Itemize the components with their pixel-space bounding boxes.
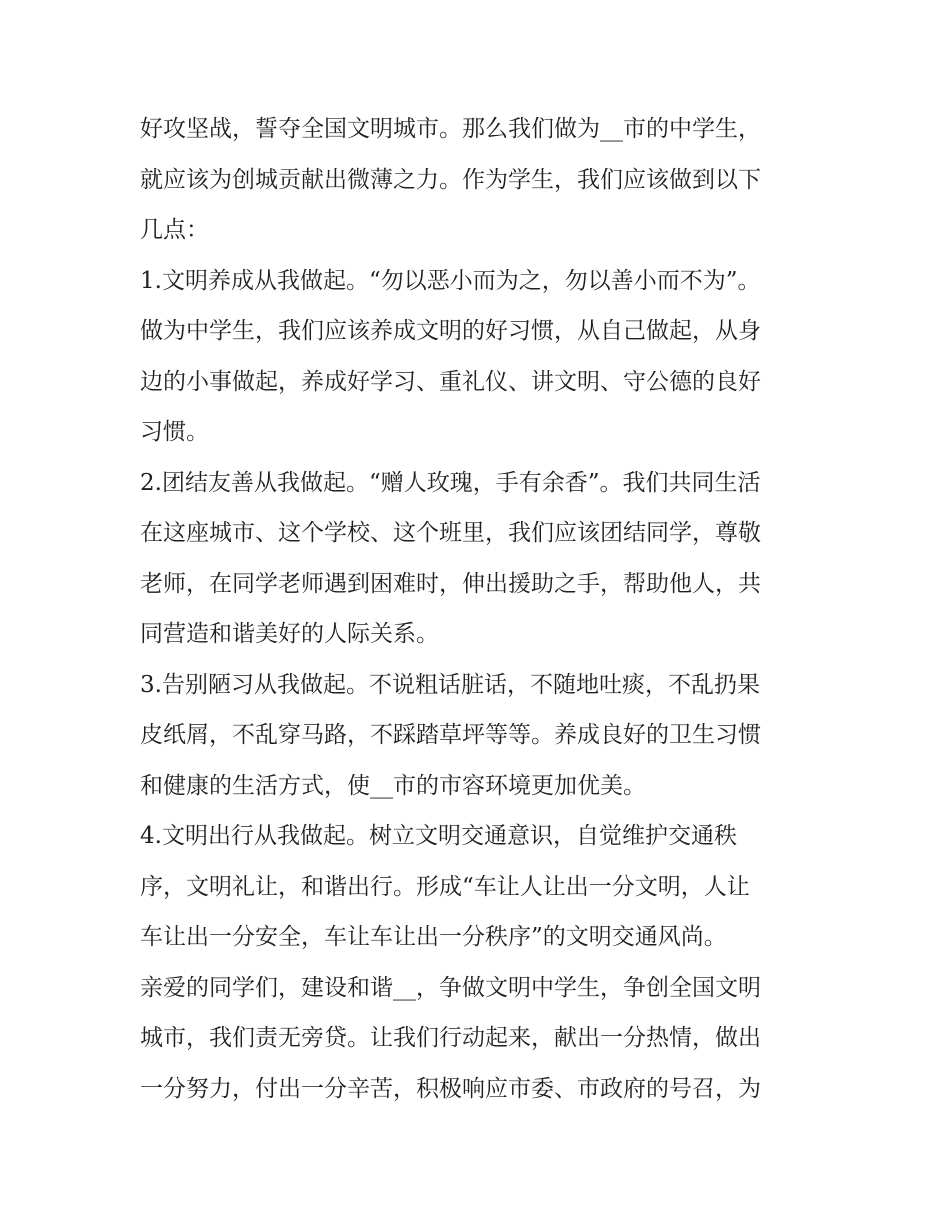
text-line: 皮纸屑，不乱穿马路，不踩踏草坪等等。养成良好的卫生习惯 bbox=[140, 722, 761, 748]
text-line: 习惯。 bbox=[140, 419, 209, 445]
text-line: 就应该为创城贡献出微薄之力。作为学生，我们应该做到以下 bbox=[140, 166, 761, 193]
document-body bbox=[140, 104, 830, 1114]
text-line: 老师，在同学老师遇到困难时，伸出援助之手，帮助他人，共 bbox=[140, 570, 761, 597]
text-line: 2.团结友善从我做起。“赠人玫瑰，手有余香”。我们共同生活 bbox=[140, 469, 761, 496]
text-line: 3.告别陋习从我做起。不说粗话脏话，不随地吐痰，不乱扔果 bbox=[140, 671, 760, 698]
text-line: 边的小事做起，养成好学习、重礼仪、讲文明、守公德的良好 bbox=[140, 368, 761, 395]
text-line: 亲爱的同学们，建设和谐__，争做文明中学生，争创全国文明 bbox=[140, 974, 761, 1001]
text-line: 好攻坚战，誓夺全国文明城市。那么我们做为__市的中学生， bbox=[140, 116, 761, 142]
text-line: 和健康的生活方式，使__市的市容环境更加优美。 bbox=[140, 772, 646, 799]
text-line: 做为中学生，我们应该养成文明的好习惯，从自己做起，从身 bbox=[140, 318, 761, 344]
text-line: 几点： bbox=[140, 217, 209, 243]
text-line: 在这座城市、这个学校、这个班里，我们应该团结同学，尊敬 bbox=[140, 520, 761, 546]
text-line: 车让出一分安全，车让车让出一分秩序”的文明交通风尚。 bbox=[140, 924, 727, 950]
text-line: 4.文明出行从我做起。树立文明交通意识，自觉维护交通秩 bbox=[140, 823, 737, 849]
text-line: 1.文明养成从我做起。“勿以恶小而为之，勿以善小而不为”。 bbox=[140, 267, 761, 294]
text-line: 同营造和谐美好的人际关系。 bbox=[140, 621, 439, 647]
text-line: 城市，我们责无旁贷。让我们行动起来，献出一分热情，做出 bbox=[140, 1025, 761, 1051]
text-line: 一分努力，付出一分辛苦，积极响应市委、市政府的号召，为 bbox=[140, 1075, 761, 1102]
text-line: 序，文明礼让，和谐出行。形成“车让人让出一分文明，人让 bbox=[140, 873, 750, 900]
